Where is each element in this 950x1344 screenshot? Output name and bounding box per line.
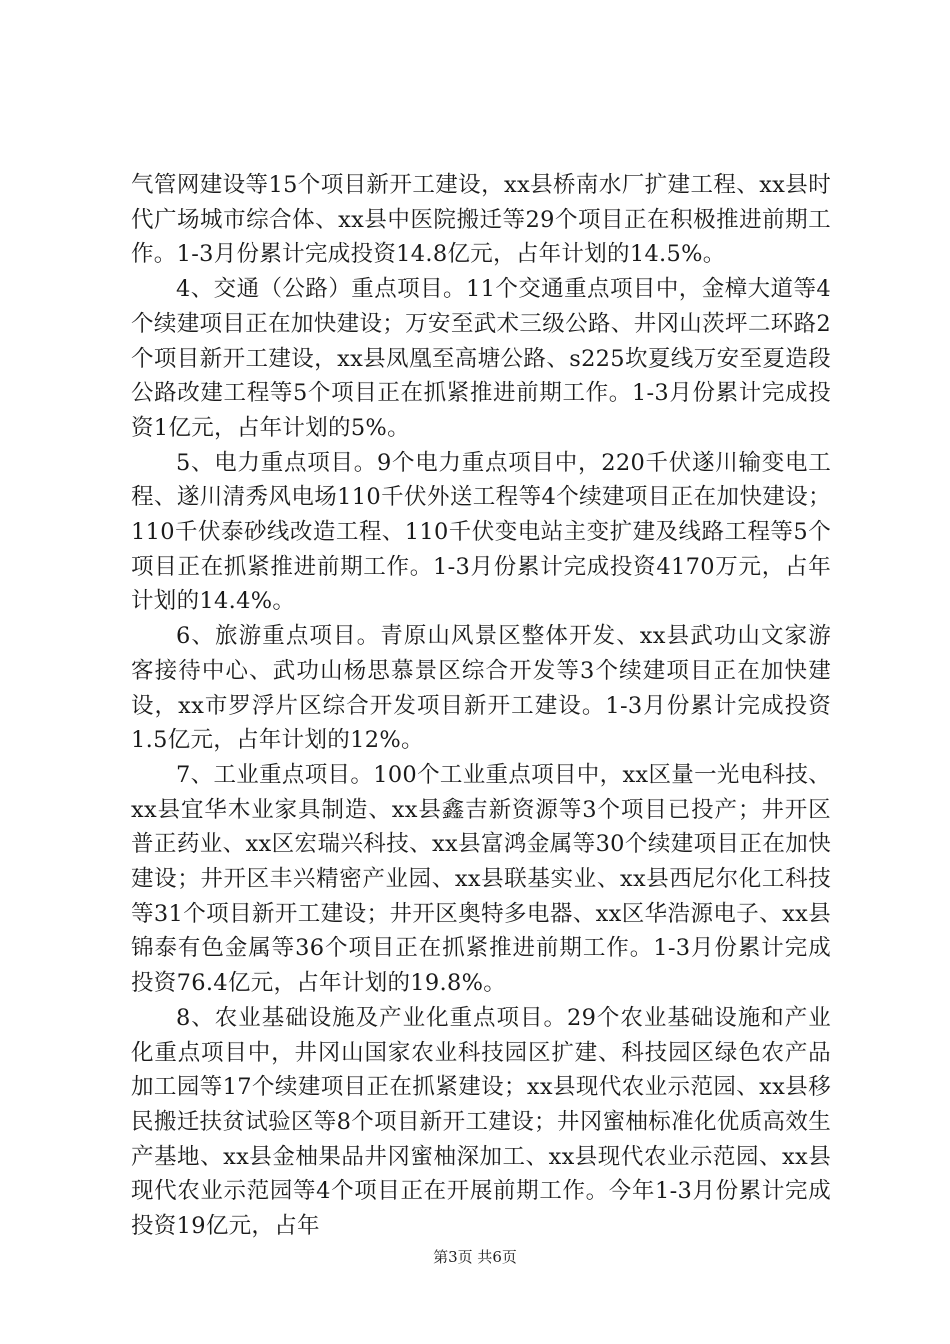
document-body <box>131 168 831 1244</box>
paragraph-transport-projects: 4、交通（公路）重点项目。11个交通重点项目中，金樟大道等4个续建项目正在加快建设；万安至武术三级公路、井冈山茨坪二环路2个项目新开工建设，xx县凤凰至高塘公路、s225坎夏线万安至夏造段公路改建工程等5个项目正在抓紧推进前期工作。1-3月份累计完成投资1亿元，占年计划的5%。 <box>131 276 831 441</box>
paragraph-power-projects: 5、电力重点项目。9个电力重点项目中，220千伏遂川输变电工程、遂川清秀风电场110千伏外送工程等4个续建项目正在加快建设；110千伏泰砂线改造工程、110千伏变电站主变扩建及线路工程等5个项目正在抓紧推进前期工作。1-3月份累计完成投资4170万元，占年计划的14.4%。 <box>131 449 831 615</box>
paragraph-agriculture-projects: 8、农业基础设施及产业化重点项目。29个农业基础设施和产业化重点项目中，井冈山国家农业科技园区扩建、科技园区绿色农产品加工园等17个续建项目正在抓紧建设；xx县现代农业示范园、xx县移民搬迁扶贫试验区等8个项目新开工建设；井冈蜜柚标准化优质高效生产基地、xx县金柚果品井冈蜜柚深加工、xx县现代农业示范园、xx县现代农业示范园等4个项目正在开展前期工作。今年1-3月份累计完成投资19亿元，占年 <box>131 1004 831 1240</box>
paragraph-continued: 气管网建设等15个项目新开工建设，xx县桥南水厂扩建工程、xx县时代广场城市综合体、xx县中医院搬迁等29个项目正在积极推进前期工作。1-3月份累计完成投资14.8亿元，占年计划的14.5%。 <box>131 172 831 268</box>
paragraph-tourism-projects: 6、旅游重点项目。青原山风景区整体开发、xx县武功山文家游客接待中心、武功山杨思慕景区综合开发等3个续建项目正在加快建设，xx市罗浮片区综合开发项目新开工建设。1-3月份累计完成投资1.5亿元，占年计划的12%。 <box>131 623 831 754</box>
paragraph-industry-projects: 7、工业重点项目。100个工业重点项目中，xx区量一光电科技、xx县宜华木业家具制造、xx县鑫吉新资源等3个项目已投产；井开区普正药业、xx区宏瑞兴科技、xx县富鸿金属等30个续建项目正在加快建设；井开区丰兴精密产业园、xx县联基实业、xx县西尼尔化工科技等31个项目新开工建设；井开区奥特多电器、xx区华浩源电子、xx县锦泰有色金属等36个项目正在抓紧推进前期工作。1-3月份累计完成投资76.4亿元，占年计划的19.8%。 <box>131 761 831 997</box>
page-number-footer: 第3页 共6页 <box>433 1248 517 1266</box>
